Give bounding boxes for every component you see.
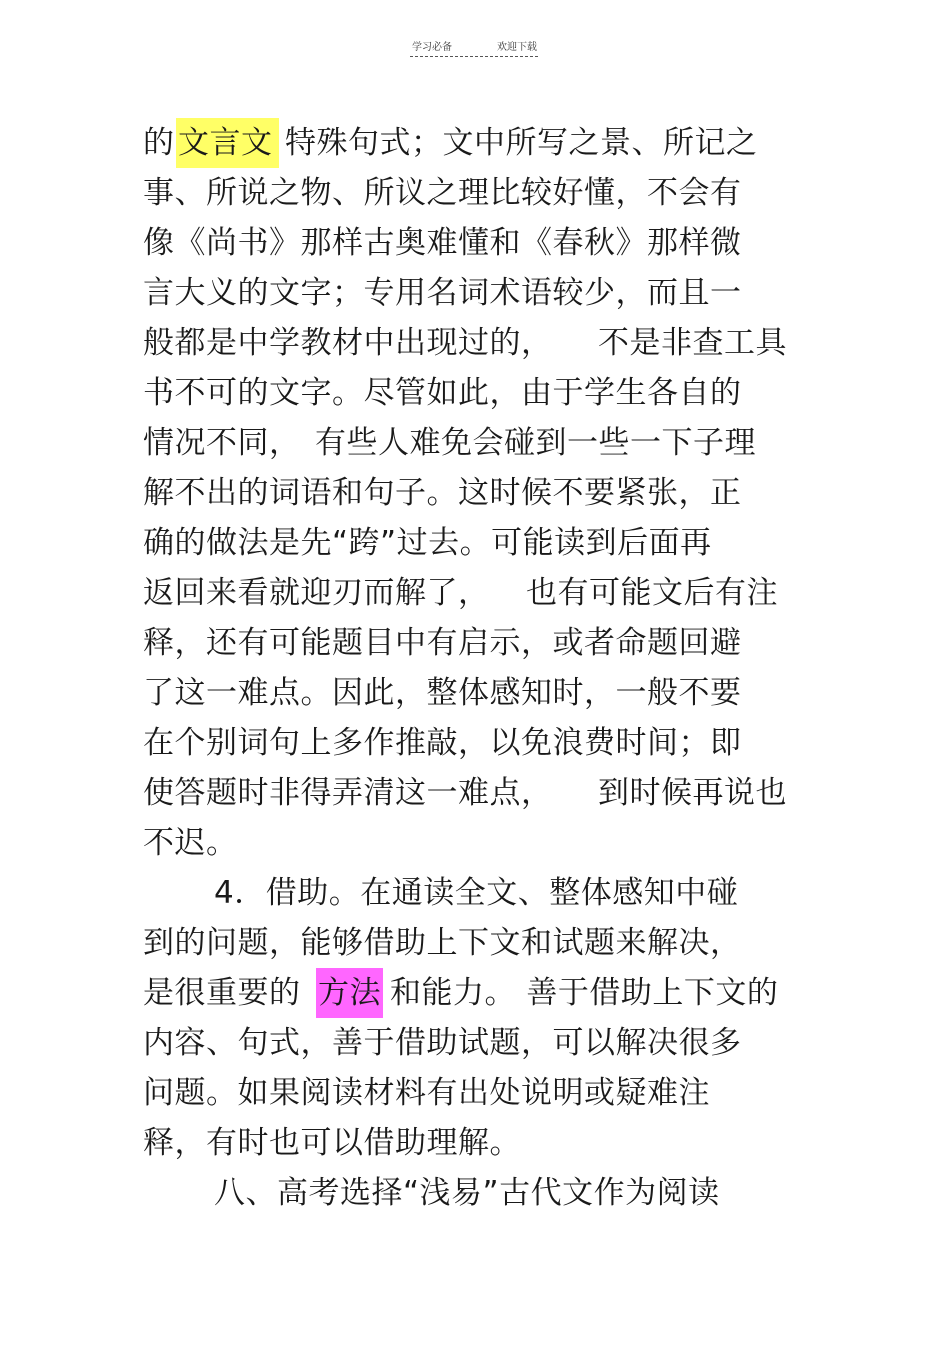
text-segment: 的 bbox=[143, 125, 175, 161]
text-line bbox=[0, 168, 950, 218]
text-line bbox=[0, 1118, 950, 1168]
text-line bbox=[0, 568, 950, 618]
text-segment: 不是非查工具 bbox=[598, 325, 787, 361]
text-line bbox=[0, 318, 950, 368]
text-line bbox=[0, 268, 950, 318]
text-line bbox=[0, 1068, 950, 1118]
text-segment: 使答题时非得弄清这一难点， bbox=[143, 775, 553, 811]
text-segment: 事、所说之物、所议之理比较好懂，不会有 bbox=[143, 175, 742, 211]
text-line bbox=[0, 968, 950, 1018]
page-header bbox=[410, 38, 538, 57]
text-segment: 不迟。 bbox=[143, 825, 238, 861]
text-line bbox=[0, 368, 950, 418]
text-line bbox=[0, 768, 950, 818]
highlighted-term: 文言文 bbox=[176, 118, 279, 168]
text-segment: 在个别词句上多作推敲，以免浪费时间；即 bbox=[143, 725, 742, 761]
text-segment: 了这一难点。因此，整体感知时，一般不要 bbox=[143, 675, 742, 711]
text-segment: 情况不同， bbox=[143, 425, 301, 461]
text-line bbox=[0, 518, 950, 568]
text-segment: 言大义的文字；专用名词术语较少，而且一 bbox=[143, 275, 742, 311]
text-segment: 确的做法是先“跨”过去。可能读到后面再 bbox=[143, 525, 712, 561]
text-line bbox=[0, 868, 950, 918]
text-segment: 八、高考选择“浅易”古代文作为阅读 bbox=[214, 1175, 720, 1211]
highlighted-term: 方法 bbox=[316, 968, 383, 1018]
header-right-text: 欢迎下载 bbox=[497, 42, 537, 53]
text-line bbox=[0, 718, 950, 768]
text-line bbox=[0, 468, 950, 518]
header-left-text: 学习必备 bbox=[412, 42, 452, 53]
text-segment: 书不可的文字。尽管如此，由于学生各自的 bbox=[143, 375, 742, 411]
text-segment: 到时候再说也 bbox=[598, 775, 787, 811]
text-segment: 是很重要的 bbox=[143, 975, 301, 1011]
text-segment: 到的问题，能够借助上下文和试题来解决， bbox=[143, 925, 742, 961]
text-line bbox=[0, 618, 950, 668]
text-segment: 有些人难免会碰到一些一下子理 bbox=[315, 425, 756, 461]
text-line bbox=[0, 918, 950, 968]
text-segment: 返回来看就迎刃而解了， bbox=[143, 575, 490, 611]
text-segment: 释，有时也可以借助理解。 bbox=[143, 1125, 521, 1161]
text-segment: 和能力。 善于借助上下文的 bbox=[390, 975, 779, 1011]
text-segment: 解不出的词语和句子。这时候不要紧张，正 bbox=[143, 475, 742, 511]
text-line bbox=[0, 118, 950, 168]
text-line bbox=[0, 668, 950, 718]
text-line bbox=[0, 818, 950, 868]
text-line bbox=[0, 1168, 950, 1218]
text-segment: 特殊句式；文中所写之景、所记之 bbox=[285, 125, 758, 161]
text-line bbox=[0, 418, 950, 468]
text-segment: 也有可能文后有注 bbox=[526, 575, 778, 611]
text-line bbox=[0, 218, 950, 268]
text-line bbox=[0, 1018, 950, 1068]
text-segment: 释，还有可能题目中有启示，或者命题回避 bbox=[143, 625, 742, 661]
text-segment: 内容、句式，善于借助试题，可以解决很多 bbox=[143, 1025, 742, 1061]
text-segment: 4．借助。在通读全文、整体感知中碰 bbox=[214, 875, 739, 911]
text-segment: 像《尚书》那样古奥难懂和《春秋》那样微 bbox=[143, 225, 742, 261]
text-segment: 般都是中学教材中出现过的， bbox=[143, 325, 553, 361]
text-segment: 问题。如果阅读材料有出处说明或疑难注 bbox=[143, 1075, 710, 1111]
